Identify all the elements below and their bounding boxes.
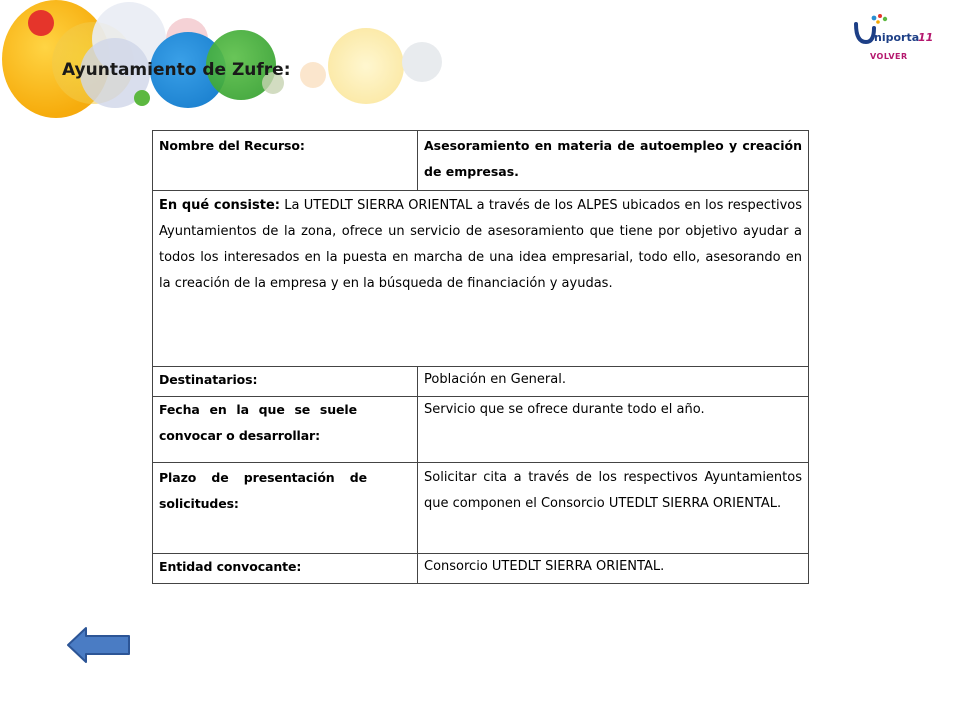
table-row xyxy=(153,397,809,463)
table-row xyxy=(153,131,809,191)
entidad-value: Consorcio UTEDLT SIERRA ORIENTAL. xyxy=(418,554,809,584)
svg-text:niporta: niporta xyxy=(874,31,920,44)
fecha-label: Fecha en la que se suele convocar o desarrollar: xyxy=(153,397,418,463)
destinatarios-value: Población en General. xyxy=(418,367,809,397)
back-arrow-icon[interactable] xyxy=(66,625,132,665)
plazo-label: Plazo de presentación de solicitudes: xyxy=(153,463,418,554)
volver-link[interactable]: VOLVER xyxy=(870,52,908,61)
name-label: Nombre del Recurso: xyxy=(153,131,418,191)
description-text: La UTEDLT SIERRA ORIENTAL a través de los ALPES ubicados en los respectivos Ayuntamientos de la zona, ofrece un servicio de asesoramiento que tiene por objetivo ayudar a todos los interesados en la puesta en marcha de una idea empresarial, todo ello, asesorando en la creación de la empresa y en la búsqueda de financiación y ayudas. xyxy=(159,198,803,291)
svg-text:11: 11 xyxy=(918,31,934,44)
description-cell xyxy=(153,191,809,367)
entidad-label: Entidad convocante: xyxy=(153,554,418,584)
name-value: Asesoramiento en materia de autoempleo y creación de empresas. xyxy=(418,131,809,191)
table-row xyxy=(153,463,809,554)
table-row xyxy=(153,191,809,367)
plazo-value: Solicitar cita a través de los respectivos Ayuntamientos que componen el Consorcio UTEDLT SIERRA ORIENTAL. xyxy=(418,463,809,554)
page-title: Ayuntamiento de Zufre: xyxy=(62,60,291,80)
description-label: En qué consiste: xyxy=(159,198,280,213)
resource-table xyxy=(152,130,809,584)
table-row xyxy=(153,367,809,397)
destinatarios-label: Destinatarios: xyxy=(153,367,418,397)
uniporta-logo-icon[interactable] xyxy=(852,12,934,48)
fecha-value: Servicio que se ofrece durante todo el año. xyxy=(418,397,809,463)
table-row xyxy=(153,554,809,584)
